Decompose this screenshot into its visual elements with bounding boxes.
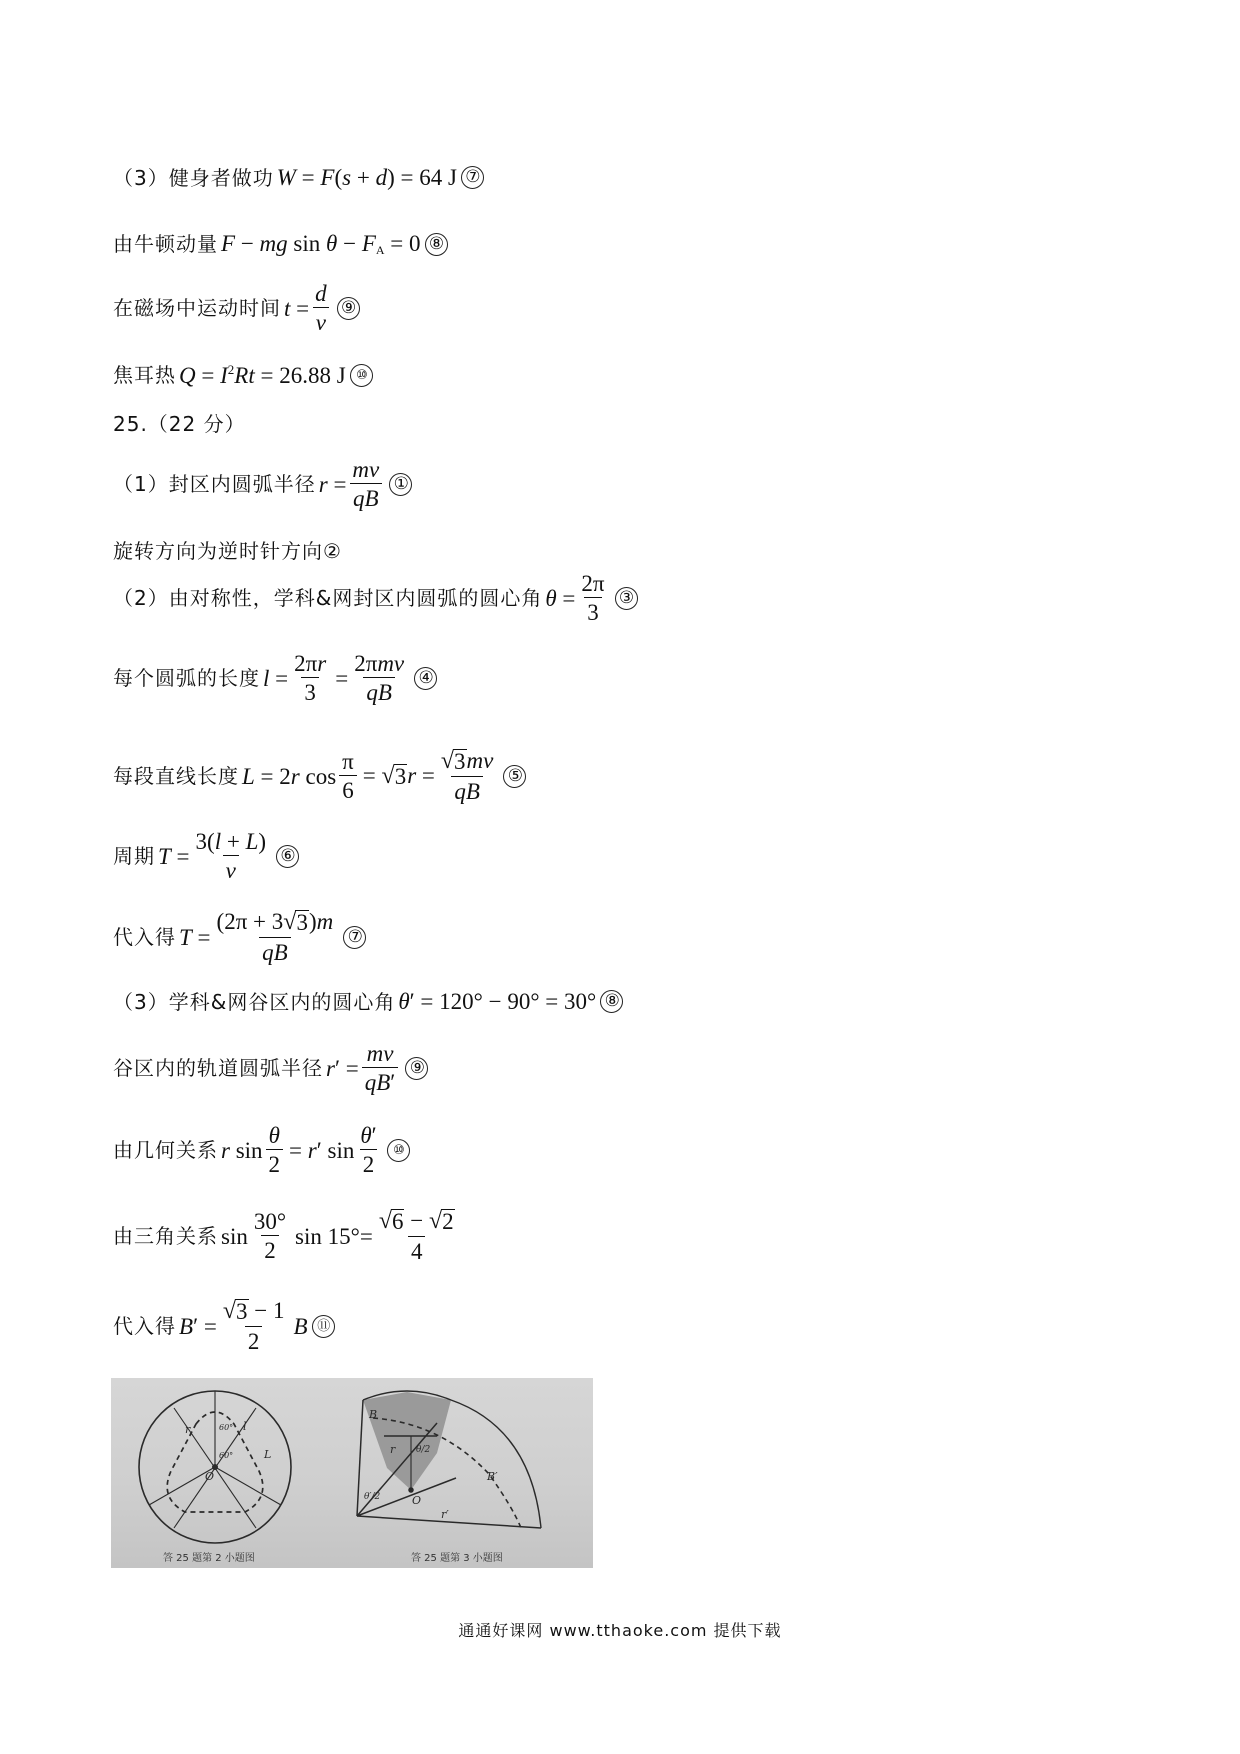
solution-line-arc-length: 每个圆弧的长度 l = $\frac{2\pi r}{3}$ = $\frac{\text{2πmv}}{qB}$ ④ bbox=[113, 652, 437, 704]
line-text: 每段直线长度 bbox=[113, 764, 239, 789]
fraction: $\frac{3(l + L)}{v}$ bbox=[195, 829, 267, 883]
svg-text:r: r bbox=[390, 1443, 396, 1456]
step-number: ③ bbox=[615, 587, 638, 610]
heat-formula: $Q = I^2Rt = 26.88$ J bbox=[179, 362, 346, 388]
line-text: 在磁场中运动时间 bbox=[113, 296, 281, 320]
line-text: （2）由对称性，学科&网封区内圆弧的圆心角 bbox=[113, 586, 543, 610]
fraction: √ 6 − √ 2 4 bbox=[378, 1208, 454, 1265]
step-number: ⑪ bbox=[312, 1315, 335, 1338]
work-formula: W = F(s + d) = 64 J bbox=[276, 165, 457, 190]
solution-line-trig bbox=[113, 1209, 461, 1263]
line-text: 焦耳热 bbox=[113, 363, 176, 387]
fraction: $\frac{\theta}{2}$ bbox=[266, 1124, 284, 1176]
step-number: ⑦ bbox=[461, 166, 484, 189]
valley-angle-formula: θ′ = 120° − 90° = 30° bbox=[398, 989, 597, 1014]
solution-line-heat bbox=[113, 363, 373, 387]
line-text: （1）封区内圆弧半径 bbox=[113, 472, 316, 496]
svg-text:θ/2: θ/2 bbox=[416, 1445, 431, 1455]
sin15-text: sin 15°= bbox=[295, 1223, 373, 1249]
svg-text:r′: r′ bbox=[441, 1508, 449, 1521]
line-text: 旋转方向为逆时针方向② bbox=[113, 539, 342, 563]
solution-line-rotation bbox=[113, 541, 342, 561]
fraction: $\frac{2\pi}{3}$ bbox=[581, 571, 605, 625]
line-text: （3）学科&网谷区内的圆心角 bbox=[113, 989, 396, 1014]
solution-line-radius bbox=[113, 458, 412, 510]
solution-line-time bbox=[113, 282, 360, 334]
solution-line-geometry: 由几何关系 r sin $\frac{\theta}{2}$ = r′ sin $\frac{\theta'}{2}$ ⑩ bbox=[113, 1124, 410, 1176]
work-value: 64 J bbox=[419, 165, 457, 190]
fraction: $\frac{30^\circ}{2}$ bbox=[253, 1209, 287, 1264]
figure-q25-part2 bbox=[139, 1391, 291, 1543]
heading-text: 25.（22 分） bbox=[113, 412, 246, 436]
fraction: $\frac{mv}{qB'}$ bbox=[362, 1042, 399, 1094]
svg-text:B: B bbox=[369, 1408, 378, 1421]
line-text: 代入得 bbox=[113, 1314, 176, 1339]
solution-line-newton bbox=[113, 232, 448, 256]
solution-line-segment-length: 每段直线长度 L = 2r cos $\frac{\pi}{6}$ = √ 3 r = √ 3 mv qB ⑤ bbox=[113, 749, 526, 803]
step-number: ⑨ bbox=[405, 1057, 428, 1080]
line-text: 周期 bbox=[113, 844, 155, 868]
step-number: ⑤ bbox=[503, 765, 526, 788]
svg-text:L: L bbox=[264, 1448, 272, 1461]
figure-q25-part3 bbox=[357, 1391, 541, 1528]
step-number: ⑨ bbox=[337, 297, 360, 320]
svg-text:l: l bbox=[243, 1420, 247, 1433]
figure-caption-left: 答 25 题第 2 小题图 bbox=[163, 1553, 255, 1564]
solution-line-field-result: 代入得 B′ = √ 3 − 1 2 B ⑪ bbox=[113, 1299, 335, 1353]
solution-line-work bbox=[113, 166, 484, 189]
step-number: ⑩ bbox=[350, 364, 373, 387]
svg-text:O: O bbox=[205, 1470, 215, 1483]
angle-formula: θ = bbox=[545, 585, 576, 611]
step-number: ⑩ bbox=[387, 1139, 410, 1162]
fraction: $\frac{\text{2πmv}}{qB}$ bbox=[354, 651, 405, 705]
valley-radius-formula: r′ = bbox=[326, 1055, 359, 1081]
period-result-formula: T = bbox=[179, 924, 211, 950]
newton-formula: F − mg $\sin \theta - F_A = 0$ bbox=[221, 231, 421, 257]
shaded-region-b bbox=[363, 1392, 451, 1490]
angle-expression: 120° − 90° = 30° bbox=[439, 989, 597, 1014]
field-result-formula: B′ = bbox=[179, 1313, 217, 1339]
fraction: $\frac{mv}{qB}$ bbox=[349, 458, 382, 510]
svg-text:60°: 60° bbox=[219, 1423, 234, 1432]
question-heading bbox=[113, 414, 246, 434]
svg-text:r: r bbox=[185, 1423, 191, 1436]
line-text: 由牛顿动量 bbox=[113, 232, 218, 256]
fraction: √ 3 − 1 2 bbox=[222, 1298, 285, 1355]
solution-line-period-result bbox=[113, 910, 366, 964]
step-number: ⑥ bbox=[276, 845, 299, 868]
step-number: ⑧ bbox=[600, 990, 623, 1013]
trig-formula: sin bbox=[221, 1223, 248, 1249]
fraction: $\frac{\pi}{6}$ bbox=[339, 750, 357, 802]
step-number: ④ bbox=[414, 667, 437, 690]
svg-text:60°: 60° bbox=[219, 1451, 234, 1460]
line-text: （3）健身者做功 bbox=[113, 165, 274, 190]
solution-line-valley-radius bbox=[113, 1042, 428, 1094]
figure-drawings bbox=[111, 1378, 593, 1568]
segment-formula: L = 2r cos bbox=[242, 763, 337, 789]
fraction: (2π + 3 √ 3 )m qB bbox=[216, 909, 334, 966]
solution-line-central-angle bbox=[113, 572, 638, 624]
svg-text:B′: B′ bbox=[487, 1470, 498, 1483]
svg-text:θ′/2: θ′/2 bbox=[364, 1492, 381, 1502]
solution-line-period bbox=[113, 830, 299, 882]
fraction: $\frac{d}{v}$ bbox=[312, 282, 330, 334]
fraction: $\frac{2\pi r}{3}$ bbox=[294, 651, 327, 705]
line-text: 谷区内的轨道圆弧半径 bbox=[113, 1056, 323, 1080]
solution-line-valley-angle bbox=[113, 990, 623, 1013]
fraction: $\frac{\theta'}{2}$ bbox=[360, 1123, 377, 1177]
heat-value: 26.88 J bbox=[279, 363, 346, 388]
line-text: 由几何关系 bbox=[113, 1138, 218, 1162]
geometry-formula: r sin bbox=[221, 1137, 263, 1163]
arc-formula: l = bbox=[263, 665, 289, 691]
fraction: √ 3 mv qB bbox=[440, 748, 494, 805]
step-number: ⑦ bbox=[343, 926, 366, 949]
answer-figures bbox=[111, 1378, 593, 1568]
line-text: 每个圆弧的长度 bbox=[113, 666, 260, 690]
step-number: ⑧ bbox=[425, 233, 448, 256]
period-formula: T = bbox=[158, 843, 190, 869]
radius-formula: r = bbox=[318, 471, 347, 497]
time-formula: t = bbox=[284, 295, 310, 321]
step-number: ① bbox=[389, 473, 412, 496]
svg-text:O: O bbox=[412, 1494, 422, 1507]
figure-caption-right: 答 25 题第 3 小题图 bbox=[411, 1553, 503, 1564]
line-text: 代入得 bbox=[113, 925, 176, 950]
line-text: 由三角关系 bbox=[113, 1224, 218, 1249]
page-footer: 通通好课网 www.tthaoke.com 提供下载 bbox=[458, 1621, 782, 1640]
